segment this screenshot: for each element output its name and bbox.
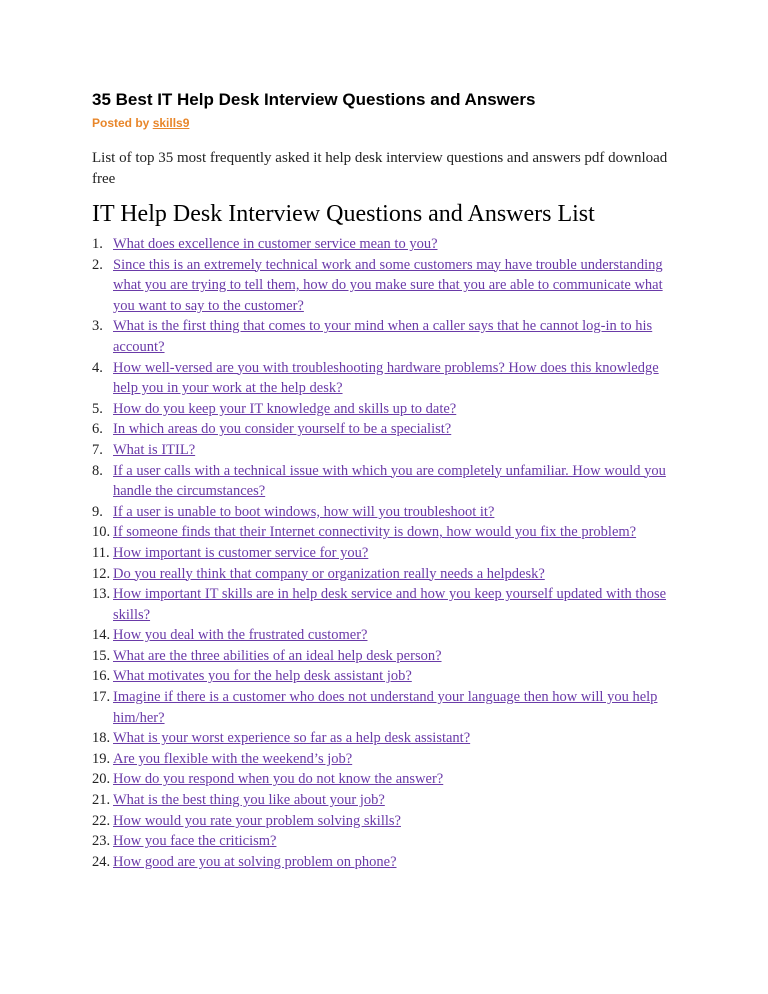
question-link[interactable]: How would you rate your problem solving skills? xyxy=(113,812,401,829)
list-item xyxy=(92,255,682,317)
list-item xyxy=(92,687,682,728)
intro-paragraph: List of top 35 most frequently asked it help desk interview questions and answers pdf download free xyxy=(92,150,668,187)
section-heading: IT Help Desk Interview Questions and Answers List xyxy=(92,201,595,227)
question-number: 13. xyxy=(92,586,111,603)
list-item xyxy=(92,811,682,832)
question-number: 15. xyxy=(92,647,111,664)
list-item xyxy=(92,461,682,502)
question-number: 22. xyxy=(92,812,111,829)
question-link[interactable]: How you deal with the frustrated customer? xyxy=(113,627,368,644)
question-number: 9. xyxy=(92,503,103,520)
question-number: 6. xyxy=(92,421,103,438)
question-link[interactable]: If a user calls with a technical issue with which you are completely unfamiliar. How would you handle the circumstances? xyxy=(113,462,666,500)
question-link[interactable]: What does excellence in customer service mean to you? xyxy=(113,236,438,252)
question-link[interactable]: How good are you at solving problem on phone? xyxy=(113,853,397,870)
list-item xyxy=(92,646,682,667)
question-link[interactable]: Imagine if there is a customer who does not understand your language then how will you help him/her? xyxy=(113,689,658,726)
question-number: 1. xyxy=(92,236,103,252)
list-item xyxy=(92,234,682,255)
list-item xyxy=(92,316,682,357)
list-item xyxy=(92,502,682,523)
question-number: 14. xyxy=(92,627,111,644)
question-number: 5. xyxy=(92,400,103,417)
question-number: 16. xyxy=(92,668,111,685)
list-item xyxy=(92,852,682,873)
list-item xyxy=(92,440,682,461)
list-item xyxy=(92,584,682,625)
question-link[interactable]: How important is customer service for you? xyxy=(113,544,369,561)
list-item xyxy=(92,358,682,399)
list-item xyxy=(92,769,682,790)
question-number: 3. xyxy=(92,318,103,335)
question-link[interactable]: What is your worst experience so far as a help desk assistant? xyxy=(113,730,471,747)
question-link[interactable]: Do you really think that company or organization really needs a helpdesk? xyxy=(113,565,545,582)
question-link[interactable]: If a user is unable to boot windows, how will you troubleshoot it? xyxy=(113,503,495,520)
question-number: 10. xyxy=(92,524,111,541)
question-number: 17. xyxy=(92,689,111,706)
question-link[interactable]: Are you flexible with the weekend’s job? xyxy=(113,750,353,767)
list-item xyxy=(92,543,682,564)
question-number: 24. xyxy=(92,853,111,870)
question-link[interactable]: How you face the criticism? xyxy=(113,833,277,850)
posted-by-line xyxy=(92,116,189,130)
list-item xyxy=(92,399,682,420)
question-link[interactable]: What are the three abilities of an ideal help desk person? xyxy=(113,647,442,664)
question-number: 20. xyxy=(92,771,111,788)
question-number: 21. xyxy=(92,792,111,809)
question-link[interactable]: How important IT skills are in help desk service and how you keep yourself updated with those skills? xyxy=(113,586,667,623)
list-item xyxy=(92,625,682,646)
posted-by-label: Posted by xyxy=(92,116,150,130)
list-item xyxy=(92,728,682,749)
question-number: 8. xyxy=(92,462,103,479)
question-number: 12. xyxy=(92,565,111,582)
list-item xyxy=(92,419,682,440)
question-number: 11. xyxy=(92,544,110,561)
question-link[interactable]: How well-versed are you with troubleshooting hardware problems? How does this knowledge help you in your work at the help desk? xyxy=(113,359,659,397)
author-link[interactable]: skills9 xyxy=(152,116,190,130)
question-number: 23. xyxy=(92,833,111,850)
question-list xyxy=(92,234,682,872)
page-title: 35 Best IT Help Desk Interview Questions and Answers xyxy=(92,90,536,109)
list-item xyxy=(92,666,682,687)
list-item xyxy=(92,564,682,585)
question-number: 7. xyxy=(92,441,103,458)
question-number: 2. xyxy=(92,256,103,273)
question-number: 4. xyxy=(92,359,103,376)
list-item xyxy=(92,790,682,811)
question-link[interactable]: What motivates you for the help desk assistant job? xyxy=(113,668,412,685)
question-link[interactable]: In which areas do you consider yourself to be a specialist? xyxy=(113,421,452,438)
question-link[interactable]: What is the first thing that comes to your mind when a caller says that he cannot log-in to his account? xyxy=(113,318,653,355)
question-link[interactable]: How do you keep your IT knowledge and skills up to date? xyxy=(113,400,457,417)
question-link[interactable]: How do you respond when you do not know the answer? xyxy=(113,771,444,788)
list-item xyxy=(92,522,682,543)
question-link[interactable]: If someone finds that their Internet connectivity is down, how would you fix the problem? xyxy=(113,524,637,541)
list-item xyxy=(92,749,682,770)
question-number: 19. xyxy=(92,750,111,767)
list-item xyxy=(92,831,682,852)
question-link[interactable]: Since this is an extremely technical work and some customers may have trouble understanding what you are trying to tell them, how do you make sure that you are able to communicate what you want to say to the customer? xyxy=(113,256,663,314)
question-link[interactable]: What is the best thing you like about your job? xyxy=(113,792,385,809)
question-link[interactable]: What is ITIL? xyxy=(113,441,196,458)
question-number: 18. xyxy=(92,730,111,747)
